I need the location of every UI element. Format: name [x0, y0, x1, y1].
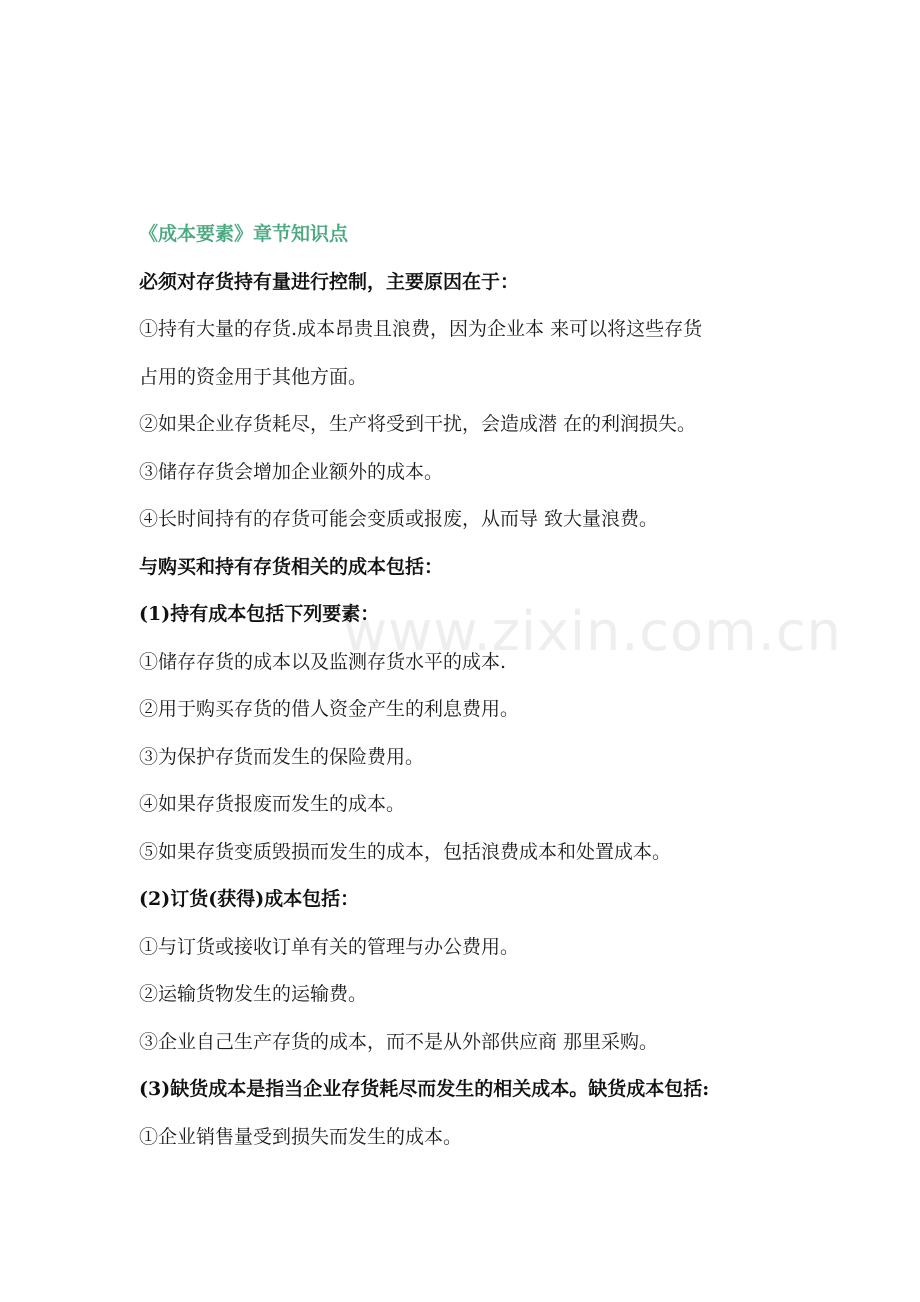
paragraph-line: ①持有大量的存货.成本昂贵且浪费，因为企业本 来可以将这些存货 [139, 318, 703, 340]
section-heading: 必须对存货持有量进行控制，主要原因在于： [139, 270, 520, 293]
subsection-heading: (1)持有成本包括下列要素： [139, 603, 380, 625]
document-title: 《成本要素》章节知识点 [139, 223, 349, 245]
paragraph-line: ③储存存货会增加企业额外的成本。 [139, 460, 444, 483]
paragraph-line: ②用于购买存货的借人资金产生的利息费用。 [139, 698, 520, 720]
paragraph-line: ②如果企业存货耗尽，生产将受到干扰，会造成潜 在的利润损失。 [139, 413, 697, 435]
paragraph-line: 占用的资金用于其他方面。 [139, 365, 368, 388]
paragraph-line: ③为保护存货而发生的保险费用。 [139, 745, 425, 768]
subsection-heading: (3)缺货成本是指当企业存货耗尽而发生的相关成本。缺货成本包括: [139, 1078, 710, 1100]
paragraph-line: ④如果存货报废而发生的成本。 [139, 793, 406, 815]
paragraph-line: ③企业自己生产存货的成本，而不是从外部供应商 那里采购。 [139, 1030, 659, 1053]
watermark-text: www.zixin.com.cn [343, 600, 842, 663]
section-heading: 与购买和持有存货相关的成本包括： [139, 555, 444, 578]
paragraph-line: ②运输货物发生的运输费。 [139, 983, 368, 1005]
subsection-heading: (2)订货(获得)成本包括： [139, 888, 360, 910]
document-content [139, 211, 799, 1161]
paragraph-line: ④长时间持有的存货可能会变质或报废，从而导 致大量浪费。 [139, 508, 659, 530]
paragraph-line: ①企业销售量受到损失而发生的成本。 [139, 1125, 463, 1148]
paragraph-line: ①储存存货的成本以及监测存货水平的成本. [139, 650, 507, 673]
paragraph-line: ⑤如果存货变质毁损而发生的成本，包括浪费成本和处置成本。 [139, 840, 672, 863]
paragraph-line: ①与订货或接收订单有关的管理与办公费用。 [139, 935, 520, 958]
